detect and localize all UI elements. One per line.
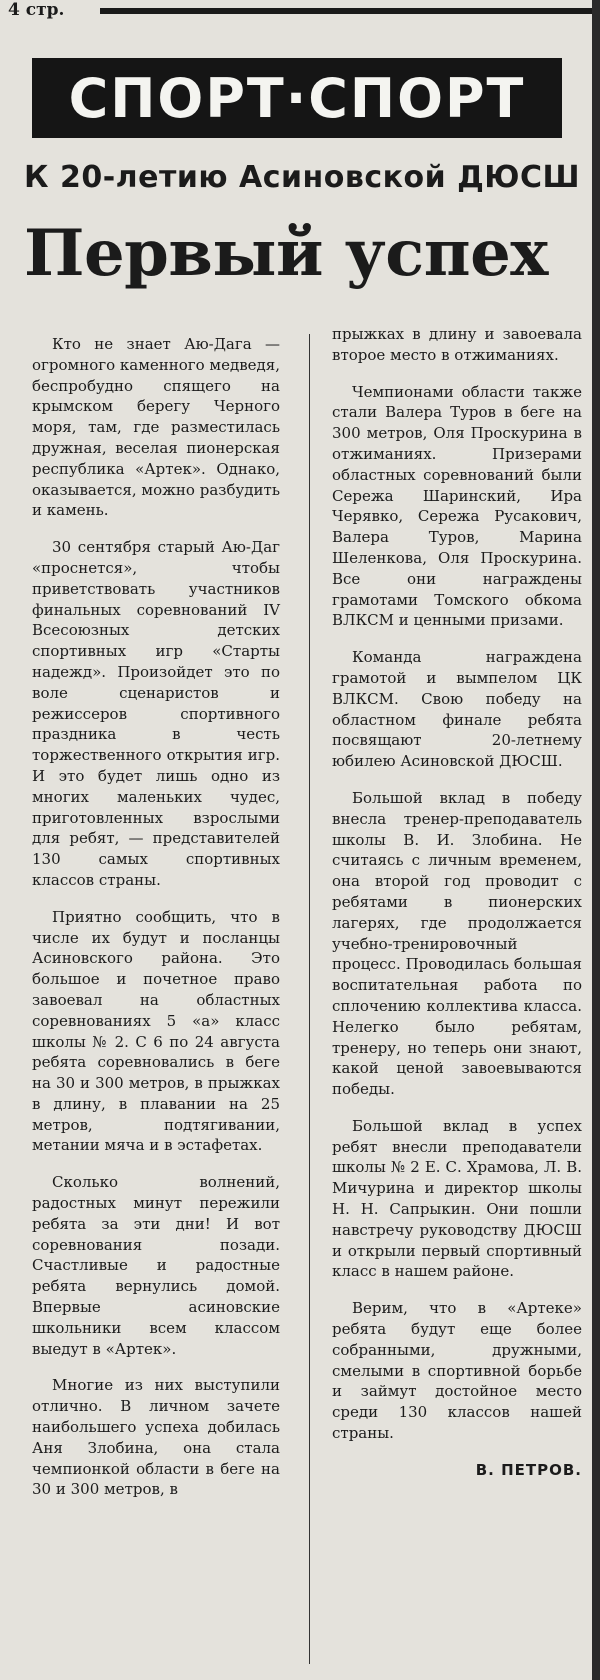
page-number: 4 стр. [8, 0, 65, 20]
article-kicker: К 20-летию Асиновской ДЮСШ [24, 160, 581, 195]
paragraph: Большой вклад в победу внесла тренер-преподаватель школы В. И. Злобина. Не считаясь с личным временем, она второй год проводит с ребятами в пионерских лагерях, где продолжается учебно-тренировочный процесс. Проводилась большая воспитательная работа по сплочению коллектива класса. Нелегко было ребятам, тренеру, но теперь они знают, какой ценой завоевываются победы. [332, 788, 582, 1099]
paragraph: Верим, что в «Артеке» ребята будут еще более собранными, дружными, смелыми в спортивной борьбе и займут достойное место среди 130 классов нашей страны. [332, 1299, 582, 1443]
column-divider [309, 334, 310, 1664]
article-headline: Первый успех [24, 216, 548, 291]
paragraph: прыжках в длину и завоевала второе место в отжиманиях. [332, 325, 582, 364]
paragraph: Большой вклад в успех ребят внесли преподаватели школы № 2 Е. С. Храмова, Л. В. Мичурина и директор школы Н. Н. Сапрыкин. Они пошли навстречу руководству ДЮСШ и открыли первый спортивный класс в нашем районе. [332, 1116, 582, 1281]
paragraph: Команда награждена грамотой и вымпелом ЦК ВЛКСМ. Свою победу на областном финале ребята посвящают 20-летнему юбилею Асиновской ДЮСШ. [332, 648, 582, 771]
paragraph: Приятно сообщить, что в числе их будут и посланцы Асиновского района. Это большое и почетное право завоевал на областных соревнованиях 5 «а» класс школы № 2. С 6 по 24 августа ребята соревновались в беге на 30 и 300 метров, в прыжках в длину, в плавании на 25 метров, подтягивании, метании мяча и в эстафетах. [32, 907, 280, 1155]
paragraph: Кто не знает Аю-Дага — огромного каменного медведя, беспробудно спящего на крымском берегу Черного моря, там, где разместилась дружная, веселая пионерская республика «Артек». Однако, оказывается, можно разбудить и камень. [32, 335, 281, 520]
top-rule [100, 8, 600, 14]
paragraph: Чемпионами области также стали Валера Туров в беге на 300 метров, Оля Проскурина в отжиманиях. Призерами областных соревнований были Сережа Шаринский, Ира Черявко, Сережа Русакович, Валера Туров, Марина Шеленкова, Оля Проскурина. Все они награждены грамотами Томского обкома ВЛКСМ и ценными призами. [332, 382, 582, 630]
page-edge [592, 0, 600, 1680]
left-column [32, 334, 280, 1516]
section-banner: СПОРТ·СПОРТ [32, 58, 562, 138]
right-column [332, 324, 582, 1481]
paragraph: Многие из них выступили отлично. В личном зачете наибольшего успеха добилась Аня Злобина, она стала чемпионкой области в беге на 30 и 300 метров, в [32, 1376, 280, 1499]
paragraph: Сколько волнений, радостных минут пережили ребята за эти дни! И вот соревнования позади. Счастливые и радостные ребята вернулись домой. Впервые асиновские школьники всем классом выедут в «Артек». [32, 1173, 280, 1358]
author-signature: В. ПЕТРОВ. [475, 1460, 582, 1479]
paragraph: 30 сентября старый Аю-Даг «проснется», чтобы приветствовать участников финальных соревнований IV Всесоюзных детских спортивных игр «Старты надежд». Произойдет это по воле сценаристов и режиссеров спортивного праздника в честь торжественного открытия игр. И это будет лишь одно из многих маленьких чудес, приготовленных взрослыми для ребят, — представителей 130 самых спортивных классов страны. [32, 538, 280, 889]
